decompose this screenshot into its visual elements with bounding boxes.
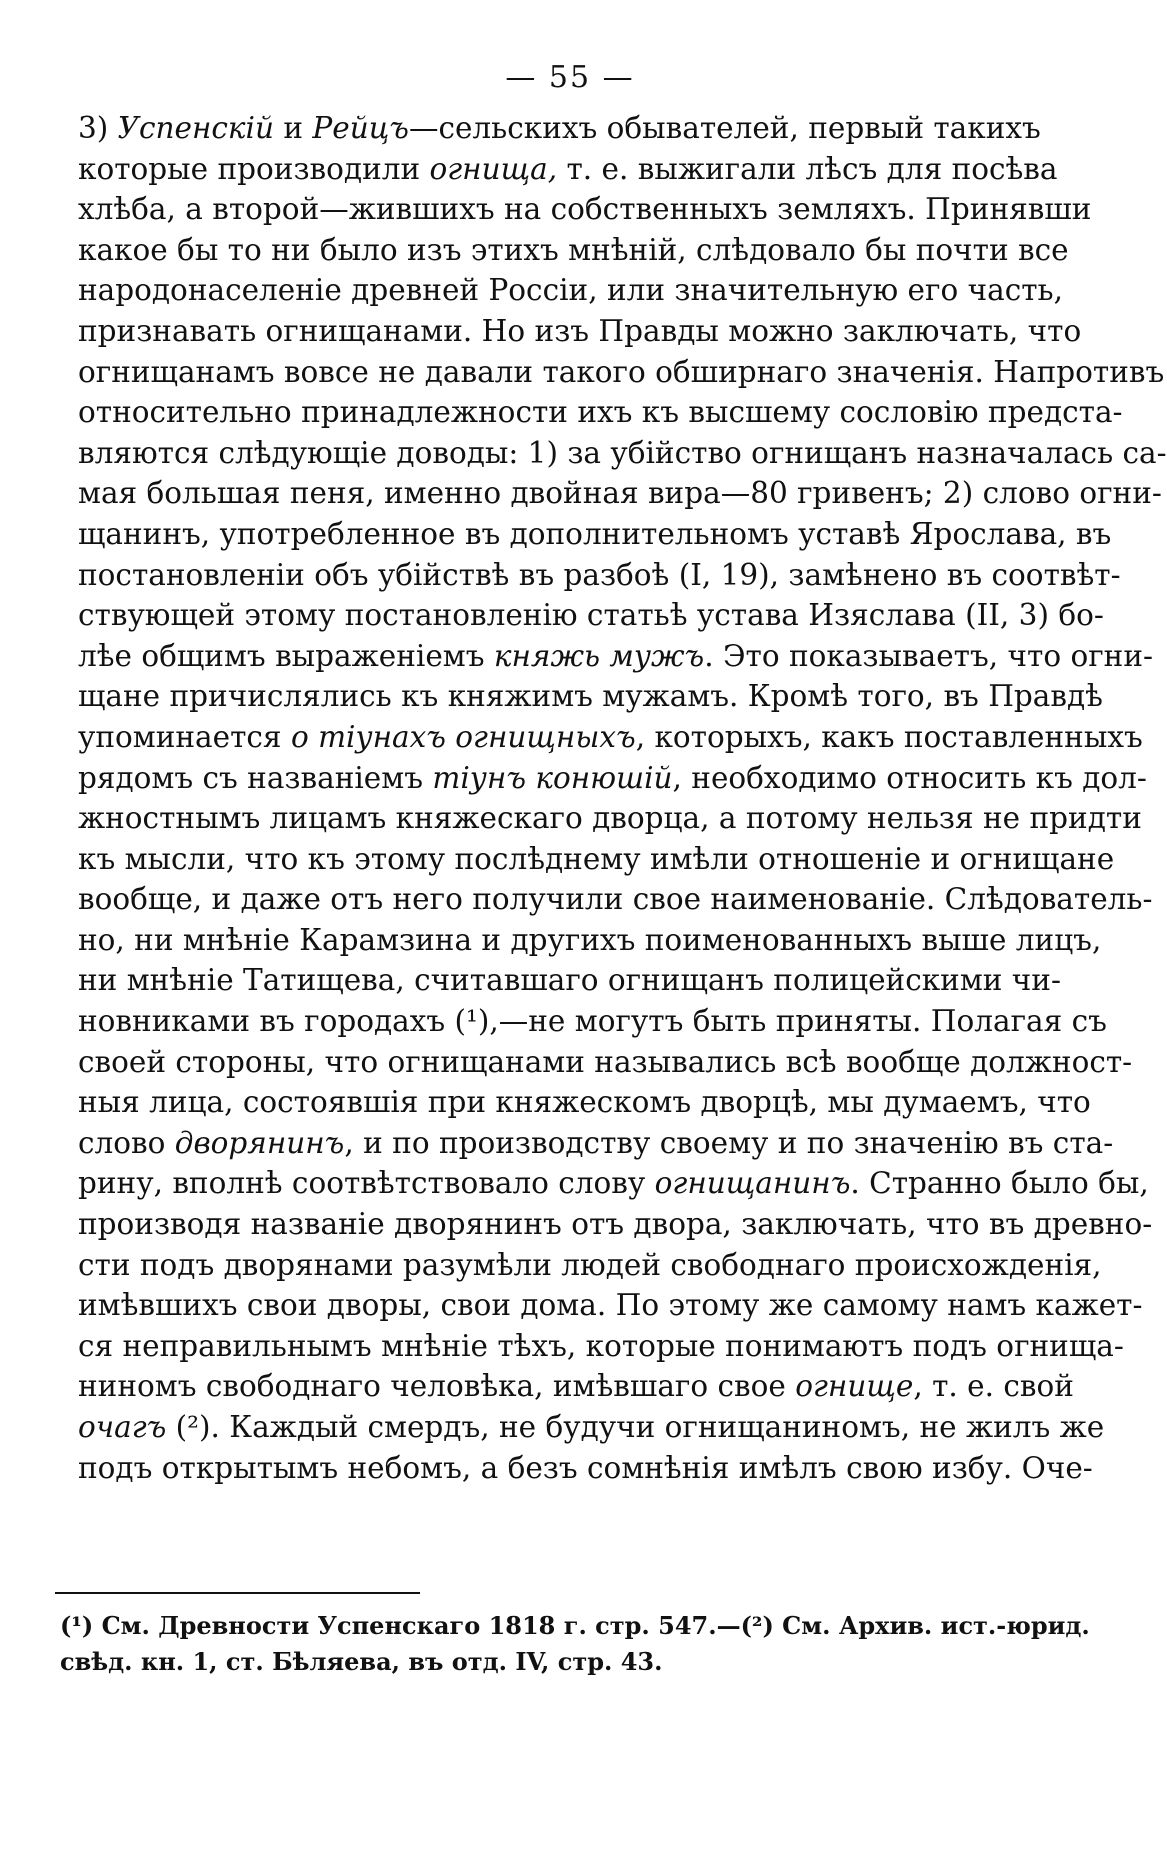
text-segment: относительно принадлежности ихъ къ высшему сословію предста- [78,395,1123,430]
text-segment: ныя лица, состоявшія при княжескомъ дворцѣ, мы думаемъ, что [78,1085,1091,1120]
text-line [78,270,1063,311]
text-segment: и [273,111,313,145]
text-segment: , и по производству своему и по значенію въ ста- [344,1125,1114,1160]
text-segment: 3) [78,111,118,145]
text-line [78,798,1142,839]
text-segment: имѣвшихъ свои дворы, свои дома. По этому же самому намъ кажет- [78,1288,1143,1323]
text-line [78,636,1153,677]
text-line [78,108,1041,149]
text-line [78,514,1112,555]
italic-term: очагъ [78,1410,167,1444]
text-line [78,879,1153,920]
text-segment: щане причислялись къ княжимъ мужамъ. Кромѣ того, въ Правдѣ [78,679,1103,714]
text-segment: постановленіи объ убійствѣ въ разбоѣ (I, 19), замѣнено въ соотвѣт- [78,557,1121,592]
text-line [78,1123,1114,1164]
text-segment: . Это показываетъ, что огни- [704,638,1153,673]
text-segment: , т. е. свой [913,1369,1074,1404]
text-line [78,1163,1149,1204]
text-segment: народонаселеніе древней Россіи, или значительную его часть, [78,273,1063,308]
text-line [78,920,1102,961]
text-segment: ),—не могутъ быть приняты. Полагая съ [477,1004,1107,1039]
italic-term: Успенскій [117,111,274,145]
text-line [78,392,1123,433]
text-line [78,595,1104,636]
text-segment: . Странно было бы, [850,1166,1149,1201]
text-segment: которые производили [78,151,430,186]
text-line [78,1366,1074,1407]
footnote-marker: ² [187,1410,199,1444]
text-segment: ствующей этому постановленію статьѣ устава Изяслава (II, 3) бо- [78,598,1104,633]
text-segment: ( [166,1410,188,1444]
text-segment: новниками въ городахъ ( [78,1004,467,1039]
text-segment: , которыхъ, какъ поставленныхъ [635,719,1143,754]
text-segment: вообще, и даже отъ него получили свое наименованіе. Слѣдователь- [78,882,1153,917]
text-line [78,433,1167,474]
text-line [78,352,1165,393]
text-segment: рядомъ съ названіемъ [78,760,433,795]
text-segment: , необходимо относить къ дол- [672,760,1147,795]
text-segment: слово [78,1125,175,1160]
text-segment: рину, вполнѣ соотвѣтствовало слову [78,1166,655,1201]
text-segment: лѣе общимъ выраженіемъ [78,638,494,673]
text-line [78,1204,1153,1245]
text-line [78,149,1058,190]
text-line [78,1082,1091,1123]
text-segment: щанинъ, употребленное въ дополнительномъ уставѣ Ярослава, въ [78,516,1112,551]
text-segment: ни мнѣніе Татищева, считавшаго огнищанъ полицейскими чи- [78,963,1061,998]
text-line [78,676,1103,717]
page-number: — 55 — [505,60,635,95]
text-line [78,839,1115,880]
text-segment: подъ открытымъ небомъ, а безъ сомнѣнія имѣлъ свою избу. Оче- [78,1450,1093,1485]
text-line [78,1326,1124,1367]
footnote-line: (¹) См. Древности Успенскаго 1818 г. стр. 547.—(²) См. Архив. ист.-юрид. [60,1611,1090,1640]
text-segment: т. е. выжигали лѣсъ для посѣва [557,151,1058,186]
footnote-separator [55,1592,420,1594]
text-segment: упоминается [78,719,291,754]
text-line [78,189,1092,230]
text-line [78,717,1143,758]
text-segment: признавать огнищанами. Но изъ Правды можно заключать, что [78,313,1082,348]
text-segment: какое бы то ни было изъ этихъ мнѣній, слѣдовало бы почти все [78,232,1069,267]
text-line [78,473,1162,514]
text-segment: ниномъ свободнаго человѣка, имѣвшаго свое [78,1369,796,1404]
text-segment: къ мысли, что къ этому послѣднему имѣли отношеніе и огнищане [78,841,1115,876]
italic-term: огнищанинъ [654,1166,851,1201]
italic-term: дворянинъ [174,1125,345,1160]
text-segment: огнищанамъ вовсе не давали такого обширнаго значенія. Напротивъ [78,354,1165,389]
text-line [78,230,1069,271]
italic-term: огнище [795,1369,914,1404]
text-line [78,1407,1105,1448]
main-text-block [78,108,1167,1488]
text-segment: своей стороны, что огнищанами назывались всѣ вообще должност- [78,1044,1133,1079]
text-segment: вляются слѣдующіе доводы: 1) за убійство огнищанъ назначалась са- [78,435,1167,470]
italic-term: княжь мужъ [493,638,705,673]
italic-term: тіунъ конюшій [432,760,673,795]
footnote-marker: ¹ [466,1004,478,1039]
text-segment: ся неправильнымъ мнѣніе тѣхъ, которые понимаютъ подъ огнища- [78,1328,1124,1363]
text-line [78,1001,1107,1042]
text-line [78,1042,1133,1083]
text-segment: производя названіе дворянинъ отъ двора, заключать, что въ древно- [78,1207,1153,1242]
italic-term: огнища, [429,151,558,186]
text-segment: хлѣба, а второй—жившихъ на собственныхъ земляхъ. Принявши [78,192,1092,227]
text-segment: жностнымъ лицамъ княжескаго дворца, а потому нельзя не придти [78,801,1142,836]
text-line [78,758,1147,799]
text-line [78,1285,1143,1326]
footnote-line: свѣд. кн. 1, ст. Бѣляева, въ отд. IV, стр. 43. [60,1647,663,1676]
text-segment: сти подъ дворянами разумѣли людей свободнаго происхожденія, [78,1247,1102,1282]
text-line [78,1448,1093,1489]
text-line [78,960,1061,1001]
italic-term: Рейцъ [312,111,409,145]
text-line [78,555,1121,596]
text-segment: —сельскихъ обывателей, первый такихъ [408,111,1041,145]
text-segment: ). Каждый смердъ, не будучи огнищаниномъ, не жилъ же [199,1410,1105,1444]
text-line [78,311,1082,352]
italic-term: о тіунахъ огнищныхъ [290,719,636,754]
footnotes-block [60,1608,1090,1680]
text-line [78,1245,1102,1286]
text-segment: мая большая пеня, именно двойная вира—80 гривенъ; 2) слово огни- [78,476,1162,511]
text-segment: но, ни мнѣніе Карамзина и другихъ поименованныхъ выше лицъ, [78,922,1102,957]
